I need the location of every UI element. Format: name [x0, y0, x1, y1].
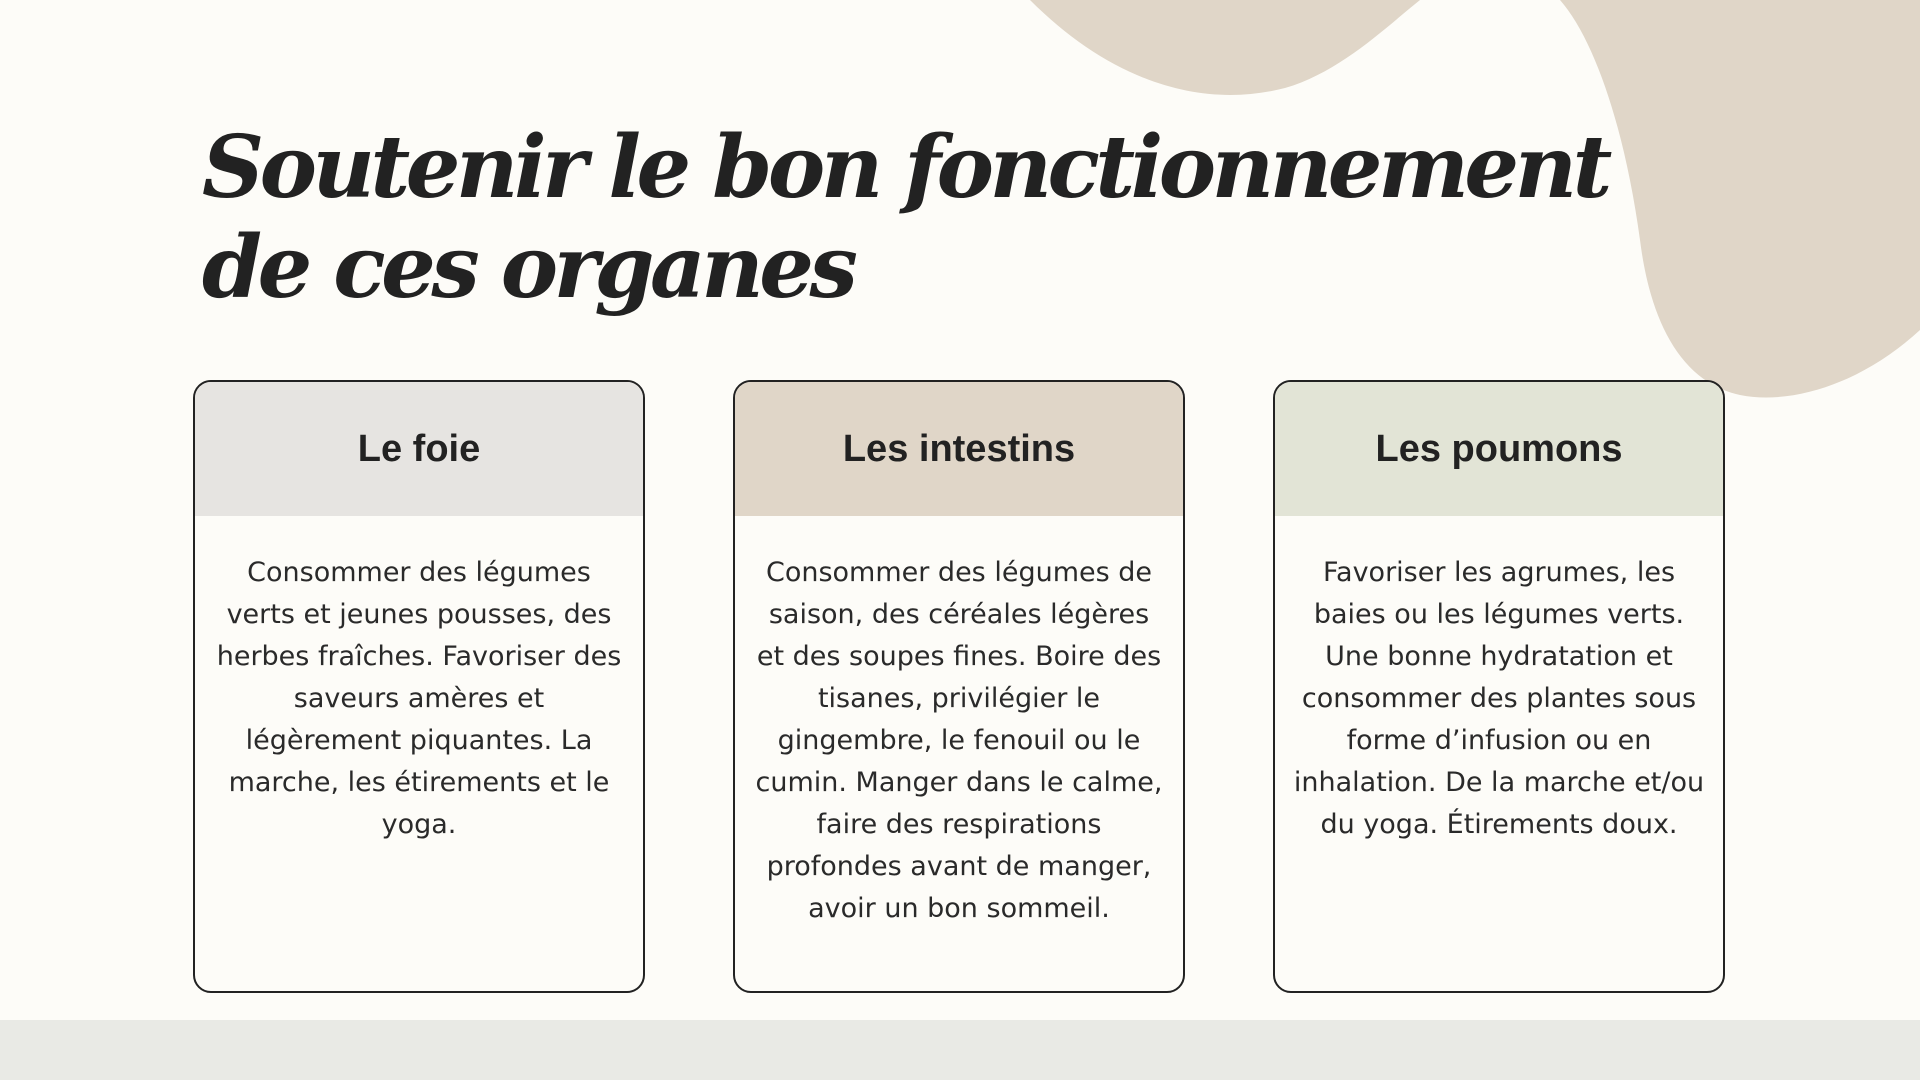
card-text: Consommer des légumes verts et jeunes pousses, des herbes fraîches. Favoriser des saveurs amères et légèrement piquantes. La marche, les étirements et le yoga. — [216, 557, 622, 840]
page-title-line-2: de ces organes — [202, 217, 854, 318]
card-header — [1275, 382, 1723, 516]
page-title — [202, 117, 1608, 318]
card-text: Consommer des légumes de saison, des céréales légères et des soupes fines. Boire des tisanes, privilégier le gingembre, le fenouil ou le cumin. Manger dans le calme, faire des respirations profondes avant de manger, avoir un bon sommeil. — [755, 557, 1163, 924]
card-lungs — [1273, 380, 1725, 993]
card-liver — [193, 380, 645, 993]
card-header — [195, 382, 643, 516]
card-intestines — [733, 380, 1185, 993]
card-text: Favoriser les agrumes, les baies ou les légumes verts. Une bonne hydratation et consommer des plantes sous forme d’infusion ou en inhalation. De la marche et/ou du yoga. Étirements doux. — [1293, 557, 1705, 840]
card-title: Le foie — [357, 427, 481, 470]
footer-band — [0, 1020, 1920, 1080]
card-header — [735, 382, 1183, 516]
card-title: Les poumons — [1375, 427, 1623, 470]
page-title-line-1: Soutenir le bon fonctionnement — [202, 117, 1608, 218]
card-title: Les intestins — [842, 427, 1076, 470]
